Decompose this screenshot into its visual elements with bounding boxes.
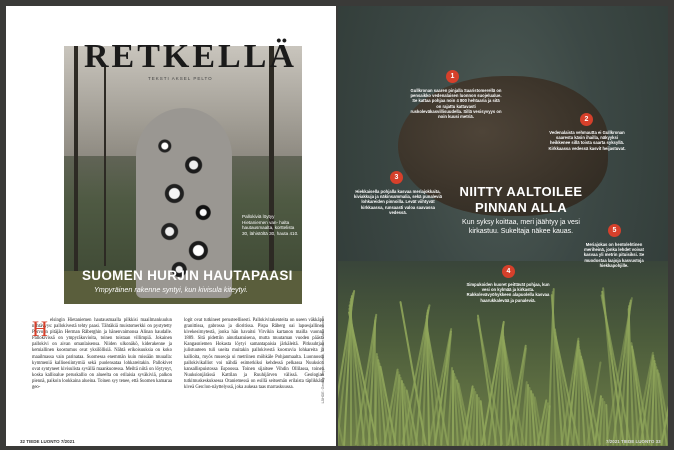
photo-credit: LÄHDE: Geologi Seppo I. Lahti, kuvaan: Jukka Itkonen: [321, 316, 325, 404]
note-1: Gullkronan saaren pinjalla Saaristomerellä on pensaikko vedenalaisen luonnon suojelualue. Se kattaa pohjaa noin 4 800 hehtaaria ja sitä on rajattu kattavasti ruskoleväkasvillisuudella. Sillä vesisyvyys on noin kuusi metriä.: [410, 88, 502, 120]
marker-2: 2: [580, 113, 593, 126]
photo-subtitle: Ympyräinen rakenne syntyi, kun kivisula kiteytyi.: [94, 285, 248, 294]
feature-headline: NIITTY AALTOILEE PINNAN ALLA: [459, 184, 583, 215]
article-column-1: [32, 318, 172, 391]
column-1-text: elsingin Hietaniemen hautausmaalla pilkkisi maailmankuulun nähtävyys: pallokivestä tehty paasi. Tähtäkiä muistomerkki on pystytetty Porvoon pitäjän Herman Råberghin ja hänenvaimonsa Alinan haudalle. Pallokivissä on ympyräkuvioita, toinen toistaan villimpiä. Jokainen pallokivi on aivan omanlaisensa. Niiden ulkonäkö, kiderakenne ja kemiallinen koostumus ovat yksilöllisiä. Nähtä erikoisuuksia on koko maailmassa vain parinataa. Suomessa enemmän kuin missään muualla: kymmeniä kallioesiintymiä sekä puolensataa lohkareitakin. Pallokivet ovat syntyneet kivisulista syvällä maankuoressa. Meiltä niitä on löytynyt, koska kallioalue peruskallio on alueelta on erilaisia syväkiviä, palkon piennä, paikoin lookkaina alueina. Toinen syy tenee, että Suomen kamaraa geo-: [32, 318, 172, 391]
photo-caption: Pallokiviä löytyy Hietaniemen van- halta hautausmaalta, korttelista 30, lähistöltä 30, hauta 410.: [242, 214, 299, 236]
note-2: Vedenalaista vehmautta ei Gullkronan saaresta käsin ihailla, näkyyksi heikkenee sillä toista saarta syksyllä. Kirkkaassa vedessä kasvit heijastuvat.: [548, 130, 626, 151]
note-3: Hiekkaisella pohjalla kasvaa meriajokkaita, kiviakkuja ja näkinsammalia, sekä punaleviä lohkareiden pinnoilla. Levät viihtyvät kirkkaassa, runsaasti valoa saavassa vedessä.: [354, 189, 442, 215]
page-folio-left: 32 TIEDE LUONTO 7/2021: [20, 439, 75, 444]
gravestone-photo: [64, 46, 302, 304]
column-2-text: logit ovat tutkineet perusteellisesti. Pallokivirakenteita on useen väkkäpa granittissa, gabrossa ja dioritissa. Pispa Råberg oai lapsesjallinen kivekesirnytestä, jonka hän havaitsi Virvikin kartanon mailla vuonna 1889. Sitä pidettiin ainutlaatuisena, mutta muutaman vuoden päästä Kangasniemen Hokasta löytyi samantapaisia järkäleitä. Pitkuuhtjaa julistuuteen tuli useita muitakin pallokivestä koostuvia lohkareita ja kallioita, myös museoja ui metriinen möhkäle Pohjanmaalta. Luonnossa pallokivikalliot voi nähdä esimerkiksi kehdessä pelkassa Nuuksion kansallispuistossa Espoossa. Toinen sijaitsee Vihdin Ollilassa, toinen Nuuksionjärässä Kattilan ja Ruuhijärven välissä. Geologian tutkimuskeskuksessa Otaniemessä on esillä seitsemän erilaista täplikkätä kiveä Geo:lon-näyttelyssä, joka aukeaa taas marraskuussa.: [184, 318, 324, 391]
photo-tree: [74, 46, 78, 276]
note-4: Simpukoiden kuoret peittävät pohjaa, kun vesi on kylmää ja kirkasta. Rakkolevävyöhykkeen alapuolella kasvaa haarukkalevää ja punaleviä.: [466, 282, 550, 303]
page-folio-right: 7/2021 TIEDE LUONTO 33: [606, 439, 661, 444]
left-page: [6, 6, 336, 446]
photo-tree: [104, 66, 106, 266]
marker-4: 4: [502, 265, 515, 278]
seagrass-blade: [374, 322, 376, 446]
byline: TEKSTI AKSEL PELTO: [148, 76, 213, 81]
article-column-2: [184, 318, 324, 391]
photo-title: SUOMEN HURJIN HAUTAPAASI: [82, 268, 293, 283]
marker-3: 3: [390, 171, 403, 184]
right-page: [338, 6, 668, 446]
section-kicker: RETKELLÄ: [84, 38, 297, 75]
photo-tree: [269, 46, 274, 276]
marker-1: 1: [446, 70, 459, 83]
note-5: Meriajokas on hentolehtinen meriheinä, jonka lehdet voivat kasvaa yli metrin pituisiksi. Se muodostaa laajoja kasvustoja hiekkapohjille.: [583, 242, 645, 268]
marker-5: 5: [608, 224, 621, 237]
article-body: [32, 318, 322, 428]
drop-cap: H: [32, 316, 48, 341]
feature-deck: Kun syksy koittaa, meri jäähtyy ja vesi kirkastuu. Sukeltaja näkee kauas.: [462, 219, 580, 235]
